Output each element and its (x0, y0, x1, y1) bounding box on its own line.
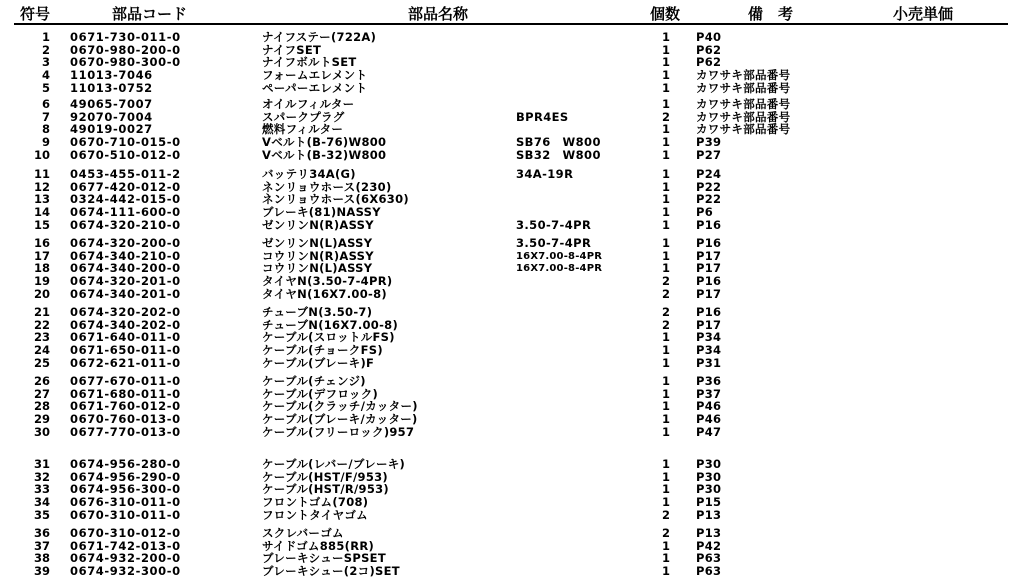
part-note: P22 (696, 179, 722, 194)
part-note: P46 (696, 411, 722, 426)
part-quantity: 1 (661, 538, 670, 553)
row-number: 25 (33, 355, 50, 370)
part-code: 0670-980-300-0 (70, 55, 181, 70)
part-quantity: 1 (661, 386, 670, 401)
part-quantity: 1 (661, 68, 670, 82)
row-number: 18 (33, 261, 50, 276)
part-name: ケーブル(チェンジ) (262, 374, 366, 388)
part-name: コウリンN(R)ASSY (262, 248, 374, 263)
row-number: 26 (33, 374, 50, 388)
row-number: 19 (33, 273, 50, 288)
header-price: 小売単価 (893, 5, 954, 23)
part-quantity: 1 (661, 204, 670, 219)
part-note: P17 (696, 261, 722, 276)
row-number: 23 (33, 330, 50, 345)
part-name: Vベルト(B-32)W800 (262, 147, 387, 162)
part-name: タイヤN(16X7.00-8) (262, 286, 387, 301)
part-code: 0677-670-011-0 (70, 374, 181, 388)
part-code: 0674-340-201-0 (70, 286, 181, 301)
part-quantity: 1 (661, 122, 670, 137)
part-note: P47 (696, 424, 722, 439)
part-name: ナイフステー(722A) (262, 30, 377, 44)
part-code: 0670-980-200-0 (70, 42, 181, 57)
part-name: ペーパーエレメント (262, 80, 368, 95)
part-code: 49019-0027 (70, 122, 153, 137)
part-code: 11013-0752 (70, 80, 153, 95)
part-code: 0670-710-015-0 (70, 134, 181, 149)
part-quantity: 1 (661, 236, 670, 250)
part-name: Vベルト(B-76)W800 (262, 134, 387, 149)
part-note: P34 (696, 330, 722, 345)
part-code: 0677-420-012-0 (70, 179, 181, 194)
part-note: P22 (696, 192, 722, 207)
part-note: P17 (696, 248, 722, 263)
row-number: 10 (33, 147, 50, 162)
part-note: P40 (696, 30, 722, 44)
part-note: P17 (696, 317, 722, 332)
row-number: 30 (33, 424, 50, 439)
row-number: 12 (33, 179, 50, 194)
part-name: バッテリ34A(G) (262, 167, 356, 181)
part-code: 0674-956-300-0 (70, 482, 181, 497)
part-note: P16 (696, 236, 722, 250)
part-quantity: 2 (661, 305, 670, 319)
part-name: ケーブル(HST/F/953) (262, 469, 388, 484)
row-number: 28 (33, 399, 50, 414)
row-number: 22 (33, 317, 50, 332)
row-number: 29 (33, 411, 50, 426)
header-qty: 個数 (650, 5, 681, 23)
row-number: 39 (33, 564, 50, 578)
part-code: 0676-310-011-0 (70, 494, 181, 509)
part-name: オイルフィルター (262, 97, 355, 111)
part-quantity: 1 (661, 355, 670, 370)
part-code: 0674-320-210-0 (70, 217, 181, 232)
part-note: P62 (696, 55, 722, 70)
row-number: 27 (33, 386, 50, 401)
part-note: P46 (696, 399, 722, 414)
part-quantity: 1 (661, 248, 670, 263)
table-row (0, 149, 1021, 162)
table-row (0, 565, 1021, 578)
table-row (0, 136, 1021, 149)
part-quantity: 1 (661, 424, 670, 439)
part-note: P63 (696, 551, 722, 566)
part-spec: SB32 W800 (516, 147, 601, 162)
part-quantity: 1 (661, 482, 670, 497)
part-code: 0671-640-011-0 (70, 330, 181, 345)
part-note: P42 (696, 538, 722, 553)
row-number: 37 (33, 538, 50, 553)
row-number: 8 (41, 122, 50, 137)
part-quantity: 2 (661, 507, 670, 522)
part-note: P13 (696, 526, 722, 540)
part-name: ケーブル(ブレーキ/カッター) (262, 411, 418, 426)
part-name: スクレバーゴム (262, 526, 344, 540)
part-quantity: 1 (661, 342, 670, 357)
row-number: 3 (41, 55, 50, 70)
part-code: 0671-680-011-0 (70, 386, 181, 401)
part-note: P39 (696, 134, 722, 149)
row-number: 13 (33, 192, 50, 207)
row-number: 4 (41, 68, 50, 82)
part-quantity: 1 (661, 564, 670, 578)
part-quantity: 1 (661, 399, 670, 414)
row-number: 31 (33, 457, 50, 471)
part-note: P36 (696, 374, 722, 388)
part-spec: 3.50-7-4PR (516, 236, 592, 250)
part-note: P30 (696, 457, 722, 471)
header-no: 符号 (20, 5, 51, 23)
part-code: 0674-932-300-0 (70, 564, 181, 578)
part-quantity: 2 (661, 273, 670, 288)
row-number: 36 (33, 526, 50, 540)
part-spec: SB76 W800 (516, 134, 601, 149)
table-row (0, 426, 1021, 439)
row-number: 5 (41, 80, 50, 95)
part-quantity: 2 (661, 109, 670, 124)
part-name: ケーブル(スロットルFS) (262, 330, 395, 345)
part-spec: 16X7.00-8-4PR (516, 263, 603, 275)
table-row (0, 509, 1021, 522)
part-code: 0671-760-012-0 (70, 399, 181, 414)
table-row (0, 111, 1021, 124)
part-quantity: 1 (661, 469, 670, 484)
table-row (0, 288, 1021, 301)
part-quantity: 1 (661, 457, 670, 471)
part-code: 0674-340-210-0 (70, 248, 181, 263)
table-row (0, 496, 1021, 509)
row-number: 38 (33, 551, 50, 566)
part-name: ブレーキシュー(2コ)SET (262, 564, 400, 578)
part-note: カワサキ部品番号 (696, 109, 791, 124)
part-note: P16 (696, 217, 722, 232)
part-spec: BPR4ES (516, 109, 569, 124)
part-note: カワサキ部品番号 (696, 122, 791, 137)
table-row (0, 219, 1021, 232)
row-number: 34 (33, 494, 50, 509)
part-name: ナイフボルトSET (262, 55, 357, 70)
table-row (0, 357, 1021, 370)
row-number: 17 (33, 248, 50, 263)
part-name: コウリンN(L)ASSY (262, 261, 373, 276)
part-name: ブレーキシューSPSET (262, 551, 386, 566)
part-code: 0670-510-012-0 (70, 147, 181, 162)
table-row (0, 98, 1021, 111)
row-number: 15 (33, 217, 50, 232)
part-code: 0671-730-011-0 (70, 30, 181, 44)
row-number: 2 (41, 42, 50, 57)
part-note: P6 (696, 204, 714, 219)
part-name: スパークプラグ (262, 109, 345, 124)
part-name: ケーブル(HST/R/953) (262, 482, 389, 497)
part-note: P37 (696, 386, 722, 401)
part-name: ケーブル(ブレーキ)F (262, 355, 375, 370)
part-quantity: 1 (661, 147, 670, 162)
part-quantity: 1 (661, 411, 670, 426)
part-code: 0674-956-280-0 (70, 457, 181, 471)
table-row (0, 82, 1021, 95)
part-name: ブレーキ(81)NASSY (262, 204, 381, 219)
part-code: 11013-7046 (70, 68, 153, 82)
part-note: P31 (696, 355, 722, 370)
part-spec: 34A-19R (516, 167, 574, 181)
part-name: フォームエレメント (262, 68, 368, 82)
part-code: 49065-7007 (70, 97, 153, 111)
part-quantity: 1 (661, 192, 670, 207)
part-quantity: 1 (661, 330, 670, 345)
part-name: ネンリョウホース(6X630) (262, 192, 409, 207)
table-row (0, 344, 1021, 357)
part-code: 0672-621-011-0 (70, 355, 181, 370)
part-quantity: 1 (661, 134, 670, 149)
part-quantity: 1 (661, 55, 670, 70)
header-code: 部品コード (112, 5, 188, 23)
part-note: P16 (696, 273, 722, 288)
part-quantity: 1 (661, 551, 670, 566)
part-code: 0674-320-202-0 (70, 305, 181, 319)
part-note: P24 (696, 167, 722, 181)
part-name: サイドゴム885(RR) (262, 538, 375, 553)
part-name: ケーブル(フリーロック)957 (262, 424, 415, 439)
table-row (0, 275, 1021, 288)
part-code: 0677-770-013-0 (70, 424, 181, 439)
table-row (0, 56, 1021, 69)
row-number: 33 (33, 482, 50, 497)
part-name: チューブN(16X7.00-8) (262, 317, 399, 332)
row-number: 24 (33, 342, 50, 357)
row-number: 16 (33, 236, 50, 250)
part-spec: 16X7.00-8-4PR (516, 250, 603, 262)
part-name: ゼンリンN(L)ASSY (262, 236, 373, 250)
table-row (0, 69, 1021, 82)
part-name: タイヤN(3.50-7-4PR) (262, 273, 393, 288)
part-code: 0674-320-200-0 (70, 236, 181, 250)
part-quantity: 2 (661, 286, 670, 301)
part-name: チューブN(3.50-7) (262, 305, 373, 319)
part-name: ネンリョウホース(230) (262, 179, 392, 194)
part-spec: 3.50-7-4PR (516, 217, 592, 232)
row-number: 7 (41, 109, 50, 124)
part-note: P27 (696, 147, 722, 162)
part-note: P63 (696, 564, 722, 578)
row-number: 11 (33, 167, 50, 181)
row-number: 35 (33, 507, 50, 522)
part-note: P30 (696, 482, 722, 497)
part-note: カワサキ部品番号 (696, 97, 791, 111)
part-quantity: 2 (661, 317, 670, 332)
part-code: 0671-650-011-0 (70, 342, 181, 357)
header-note: 備 考 (748, 5, 794, 23)
part-quantity: 1 (661, 494, 670, 509)
part-name: ナイフSET (262, 42, 322, 57)
row-number: 21 (33, 305, 50, 319)
row-number: 6 (41, 97, 50, 111)
part-name: ケーブル(デフロック) (262, 386, 379, 401)
part-code: 0674-932-200-0 (70, 551, 181, 566)
part-code: 0671-742-013-0 (70, 538, 181, 553)
row-number: 1 (41, 30, 50, 44)
part-name: ゼンリンN(R)ASSY (262, 217, 374, 232)
row-number: 20 (33, 286, 50, 301)
part-quantity: 2 (661, 526, 670, 540)
part-name: フロントゴム(708) (262, 494, 369, 509)
part-code: 0674-320-201-0 (70, 273, 181, 288)
row-number: 14 (33, 204, 50, 219)
part-note: P62 (696, 42, 722, 57)
part-code: 0453-455-011-2 (70, 167, 181, 181)
part-quantity: 1 (661, 179, 670, 194)
part-code: 0674-340-200-0 (70, 261, 181, 276)
part-quantity: 1 (661, 261, 670, 276)
part-code: 0674-340-202-0 (70, 317, 181, 332)
part-quantity: 1 (661, 80, 670, 95)
part-quantity: 1 (661, 217, 670, 232)
part-note: P30 (696, 469, 722, 484)
part-name: フロントタイヤゴム (262, 507, 368, 522)
table-row (0, 413, 1021, 426)
part-note: P17 (696, 286, 722, 301)
part-code: 0670-310-012-0 (70, 526, 181, 540)
part-quantity: 1 (661, 167, 670, 181)
part-name: ケーブル(チョークFS) (262, 342, 383, 357)
part-quantity: 1 (661, 97, 670, 111)
part-note: P16 (696, 305, 722, 319)
part-name: ケーブル(レバー/ブレーキ) (262, 457, 406, 471)
part-note: P13 (696, 507, 722, 522)
part-note: P15 (696, 494, 722, 509)
part-note: カワサキ部品番号 (696, 68, 791, 82)
part-note: P34 (696, 342, 722, 357)
part-code: 0674-956-290-0 (70, 469, 181, 484)
part-code: 0670-760-013-0 (70, 411, 181, 426)
part-code: 0674-111-600-0 (70, 204, 181, 219)
part-name: 燃料フィルター (262, 122, 344, 137)
table-row (0, 206, 1021, 219)
part-note: カワサキ部品番号 (696, 80, 791, 95)
part-name: ケーブル(クラッチ/カッター) (262, 399, 418, 414)
part-quantity: 1 (661, 374, 670, 388)
row-number: 32 (33, 469, 50, 484)
row-number: 9 (41, 134, 50, 149)
header-name: 部品名称 (408, 5, 469, 23)
part-code: 0670-310-011-0 (70, 507, 181, 522)
part-quantity: 1 (661, 42, 670, 57)
part-code: 0324-442-015-0 (70, 192, 181, 207)
part-code: 92070-7004 (70, 109, 153, 124)
part-quantity: 1 (661, 30, 670, 44)
